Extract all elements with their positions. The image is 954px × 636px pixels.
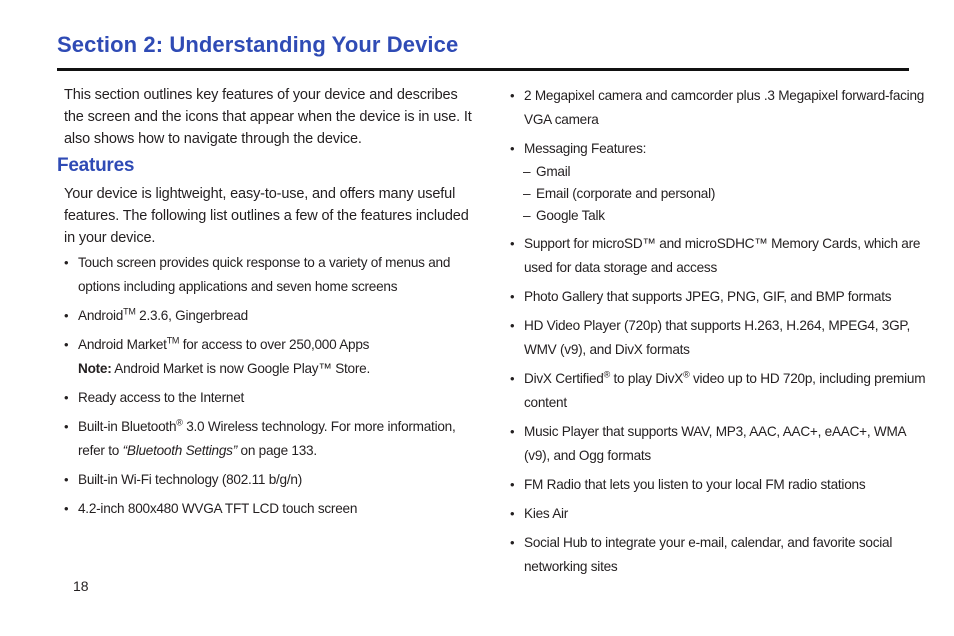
list-item: • FM Radio that lets you listen to your local FM radio stations xyxy=(510,473,930,497)
list-item: • Photo Gallery that supports JPEG, PNG, GIF, and BMP formats xyxy=(510,285,930,309)
features-list-right xyxy=(510,84,930,579)
cross-reference-link[interactable]: “Bluetooth Settings” xyxy=(122,443,237,458)
list-item: • 4.2-inch 800x480 WVGA TFT LCD touch screen xyxy=(64,497,477,521)
list-item: • Music Player that supports WAV, MP3, AAC, AAC+, eAAC+, WMA (v9), and Ogg formats xyxy=(510,420,930,468)
note-label: Note: xyxy=(78,361,112,376)
list-item: • Android Market™ for access to over 250,000 Apps Note: Android Market is now Google Play™ Store. xyxy=(64,333,477,381)
intro-paragraph: This section outlines key features of your device and describes the screen and the icons that appear when the device is in use. It also shows how to navigate through the device. xyxy=(64,87,472,147)
right-column xyxy=(510,84,930,584)
left-column xyxy=(57,84,477,526)
page-number: 18 xyxy=(73,578,89,594)
list-item: • DivX Certified® to play DivX® video up to HD 720p, including premium content xyxy=(510,367,930,415)
list-item: • Ready access to the Internet xyxy=(64,386,477,410)
list-item: • Support for microSD™ and microSDHC™ Memory Cards, which are used for data storage and access xyxy=(510,232,930,280)
sub-list-item: – Gmail xyxy=(523,161,930,183)
list-item: • Built-in Wi-Fi technology (802.11 b/g/n) xyxy=(64,468,477,492)
sub-list-item: – Google Talk xyxy=(523,205,930,227)
list-item: • Kies Air xyxy=(510,502,930,526)
features-heading: Features xyxy=(57,155,135,176)
page-title: Section 2: Understanding Your Device xyxy=(57,32,459,57)
list-item: • Android™ 2.3.6, Gingerbread xyxy=(64,304,477,328)
list-item: • 2 Megapixel camera and camcorder plus .3 Megapixel forward-facing VGA camera xyxy=(510,84,930,132)
list-item: • Social Hub to integrate your e-mail, calendar, and favorite social networking sites xyxy=(510,531,930,579)
messaging-sub-list xyxy=(524,161,930,227)
features-list-left xyxy=(64,251,477,521)
features-intro: Your device is lightweight, easy-to-use, and offers many useful features. The following list outlines a few of the features included in your device. xyxy=(64,186,469,246)
list-item: • Built-in Bluetooth® 3.0 Wireless technology. For more information, refer to “Bluetooth Settings” on page 133. xyxy=(64,415,477,463)
list-item: • Touch screen provides quick response to a variety of menus and options including applications and seven home screens xyxy=(64,251,477,299)
sub-list-item: – Email (corporate and personal) xyxy=(523,183,930,205)
list-item: • HD Video Player (720p) that supports H.263, H.264, MPEG4, 3GP, WMV (v9), and DivX formats xyxy=(510,314,930,362)
list-item: • Messaging Features: – Gmail – Email (corporate and personal) – Google Talk xyxy=(510,137,930,227)
note-text: Android Market is now Google Play™ Store. xyxy=(111,361,370,376)
title-rule xyxy=(57,68,909,71)
